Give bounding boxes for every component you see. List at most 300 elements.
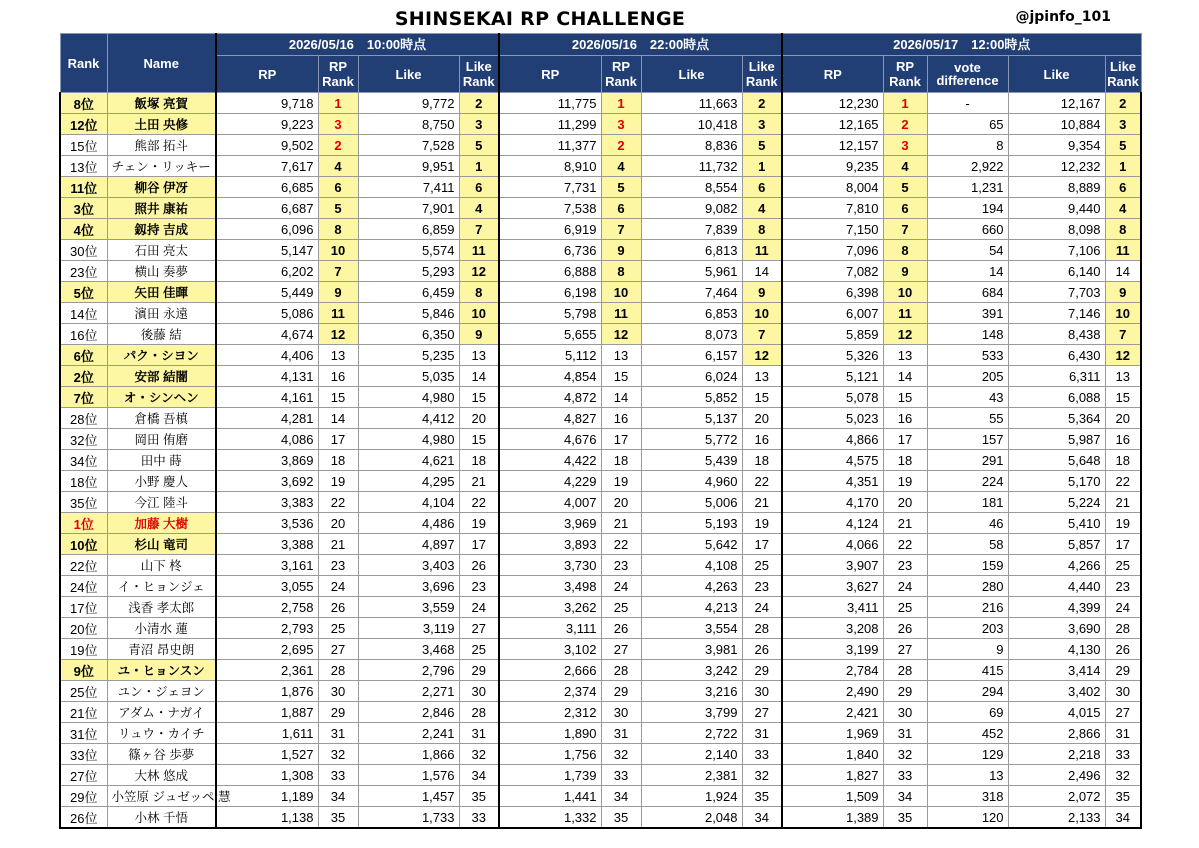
rp-rank-cell: 4 bbox=[601, 156, 641, 177]
rp-rank-cell: 22 bbox=[318, 492, 358, 513]
like-rank-cell: 21 bbox=[459, 471, 499, 492]
rp-cell: 2,695 bbox=[216, 639, 318, 660]
rp-cell: 6,888 bbox=[499, 261, 601, 282]
trainee-name-cell: 山下 柊 bbox=[107, 555, 216, 576]
like-rank-cell: 20 bbox=[459, 408, 499, 429]
rp-rank-cell: 14 bbox=[883, 366, 927, 387]
final-rank-cell: 13位 bbox=[60, 156, 107, 177]
vote-difference-cell: 14 bbox=[927, 261, 1008, 282]
like-rank-cell: 9 bbox=[1105, 282, 1141, 303]
trainee-name-cell: 青沼 昂史朗 bbox=[107, 639, 216, 660]
rp-cell: 1,308 bbox=[216, 765, 318, 786]
trainee-name-cell: リュウ・カイチ bbox=[107, 723, 216, 744]
like-rank-cell: 28 bbox=[742, 618, 782, 639]
header-rp: RP bbox=[782, 56, 883, 93]
rp-rank-cell: 15 bbox=[883, 387, 927, 408]
final-rank-cell: 8位 bbox=[60, 93, 107, 114]
vote-difference-cell: 46 bbox=[927, 513, 1008, 534]
rp-cell: 3,411 bbox=[782, 597, 883, 618]
rp-rank-cell: 25 bbox=[883, 597, 927, 618]
like-cell: 3,799 bbox=[641, 702, 742, 723]
like-rank-cell: 26 bbox=[1105, 639, 1141, 660]
table-row bbox=[60, 744, 1141, 765]
trainee-name-cell: 小清水 蓮 bbox=[107, 618, 216, 639]
final-rank-cell: 34位 bbox=[60, 450, 107, 471]
header-like: Like bbox=[1008, 56, 1105, 93]
like-cell: 5,772 bbox=[641, 429, 742, 450]
rp-rank-cell: 13 bbox=[883, 345, 927, 366]
rp-cell: 2,361 bbox=[216, 660, 318, 681]
like-rank-cell: 29 bbox=[742, 660, 782, 681]
rp-rank-cell: 29 bbox=[318, 702, 358, 723]
header-like-rank: Like Rank bbox=[1105, 56, 1141, 93]
like-rank-cell: 8 bbox=[459, 282, 499, 303]
table-row bbox=[60, 93, 1141, 114]
rp-rank-cell: 18 bbox=[601, 450, 641, 471]
like-cell: 1,866 bbox=[358, 744, 459, 765]
like-rank-cell: 32 bbox=[742, 765, 782, 786]
rp-cell: 3,383 bbox=[216, 492, 318, 513]
rp-rank-cell: 32 bbox=[883, 744, 927, 765]
like-rank-cell: 23 bbox=[742, 576, 782, 597]
table-row bbox=[60, 702, 1141, 723]
final-rank-cell: 11位 bbox=[60, 177, 107, 198]
rp-rank-cell: 2 bbox=[318, 135, 358, 156]
rp-cell: 1,611 bbox=[216, 723, 318, 744]
rp-cell: 2,758 bbox=[216, 597, 318, 618]
final-rank-cell: 25位 bbox=[60, 681, 107, 702]
like-rank-cell: 4 bbox=[742, 198, 782, 219]
rp-cell: 3,055 bbox=[216, 576, 318, 597]
like-cell: 5,293 bbox=[358, 261, 459, 282]
like-rank-cell: 22 bbox=[459, 492, 499, 513]
rp-cell: 3,969 bbox=[499, 513, 601, 534]
like-rank-cell: 32 bbox=[1105, 765, 1141, 786]
table-row bbox=[60, 786, 1141, 807]
like-cell: 5,852 bbox=[641, 387, 742, 408]
vote-difference-cell: 54 bbox=[927, 240, 1008, 261]
rp-cell: 12,157 bbox=[782, 135, 883, 156]
rp-cell: 5,859 bbox=[782, 324, 883, 345]
like-rank-cell: 1 bbox=[1105, 156, 1141, 177]
rp-rank-cell: 12 bbox=[883, 324, 927, 345]
rp-rank-cell: 27 bbox=[601, 639, 641, 660]
rp-rank-cell: 19 bbox=[601, 471, 641, 492]
like-cell: 4,213 bbox=[641, 597, 742, 618]
trainee-name-cell: 今江 陸斗 bbox=[107, 492, 216, 513]
rp-rank-cell: 9 bbox=[601, 240, 641, 261]
like-cell: 3,696 bbox=[358, 576, 459, 597]
rp-cell: 7,082 bbox=[782, 261, 883, 282]
rp-cell: 5,798 bbox=[499, 303, 601, 324]
like-rank-cell: 5 bbox=[1105, 135, 1141, 156]
rp-cell: 6,687 bbox=[216, 198, 318, 219]
like-rank-cell: 6 bbox=[742, 177, 782, 198]
like-cell: 5,035 bbox=[358, 366, 459, 387]
like-rank-cell: 14 bbox=[1105, 261, 1141, 282]
rp-cell: 4,161 bbox=[216, 387, 318, 408]
like-rank-cell: 3 bbox=[742, 114, 782, 135]
like-rank-cell: 35 bbox=[459, 786, 499, 807]
rp-rank-cell: 35 bbox=[318, 807, 358, 829]
vote-difference-cell: 452 bbox=[927, 723, 1008, 744]
like-rank-cell: 32 bbox=[459, 744, 499, 765]
trainee-name-cell: 釼持 吉成 bbox=[107, 219, 216, 240]
rp-cell: 1,969 bbox=[782, 723, 883, 744]
rp-rank-cell: 19 bbox=[883, 471, 927, 492]
like-cell: 7,901 bbox=[358, 198, 459, 219]
like-cell: 3,403 bbox=[358, 555, 459, 576]
like-cell: 11,663 bbox=[641, 93, 742, 114]
rp-cell: 6,007 bbox=[782, 303, 883, 324]
like-cell: 9,951 bbox=[358, 156, 459, 177]
like-rank-cell: 29 bbox=[459, 660, 499, 681]
like-cell: 3,981 bbox=[641, 639, 742, 660]
rp-cell: 1,876 bbox=[216, 681, 318, 702]
rp-rank-cell: 6 bbox=[601, 198, 641, 219]
like-cell: 3,119 bbox=[358, 618, 459, 639]
rp-rank-cell: 35 bbox=[601, 807, 641, 829]
rp-rank-cell: 16 bbox=[883, 408, 927, 429]
vote-difference-cell: 43 bbox=[927, 387, 1008, 408]
like-cell: 4,015 bbox=[1008, 702, 1105, 723]
like-cell: 6,157 bbox=[641, 345, 742, 366]
like-cell: 4,130 bbox=[1008, 639, 1105, 660]
vote-difference-cell: 533 bbox=[927, 345, 1008, 366]
like-cell: 5,439 bbox=[641, 450, 742, 471]
trainee-name-cell: イ・ヒョンジェ bbox=[107, 576, 216, 597]
rp-rank-cell: 24 bbox=[883, 576, 927, 597]
like-cell: 9,354 bbox=[1008, 135, 1105, 156]
final-rank-cell: 9位 bbox=[60, 660, 107, 681]
rp-rank-cell: 17 bbox=[318, 429, 358, 450]
header-like-rank: Like Rank bbox=[742, 56, 782, 93]
table-row bbox=[60, 135, 1141, 156]
like-cell: 1,457 bbox=[358, 786, 459, 807]
rp-cell: 4,406 bbox=[216, 345, 318, 366]
rp-rank-cell: 7 bbox=[318, 261, 358, 282]
rp-cell: 1,509 bbox=[782, 786, 883, 807]
table-row bbox=[60, 177, 1141, 198]
rp-cell: 1,189 bbox=[216, 786, 318, 807]
like-cell: 7,146 bbox=[1008, 303, 1105, 324]
like-rank-cell: 20 bbox=[1105, 408, 1141, 429]
rp-cell: 6,685 bbox=[216, 177, 318, 198]
like-cell: 4,440 bbox=[1008, 576, 1105, 597]
rp-rank-cell: 18 bbox=[883, 450, 927, 471]
ranking-table-body bbox=[60, 93, 1141, 829]
rp-rank-cell: 28 bbox=[601, 660, 641, 681]
rp-rank-cell: 11 bbox=[883, 303, 927, 324]
rp-rank-cell: 33 bbox=[601, 765, 641, 786]
like-rank-cell: 25 bbox=[742, 555, 782, 576]
table-row bbox=[60, 324, 1141, 345]
rp-cell: 7,810 bbox=[782, 198, 883, 219]
table-row bbox=[60, 513, 1141, 534]
rp-cell: 1,887 bbox=[216, 702, 318, 723]
rp-rank-cell: 8 bbox=[601, 261, 641, 282]
rp-rank-cell: 1 bbox=[601, 93, 641, 114]
final-rank-cell: 18位 bbox=[60, 471, 107, 492]
vote-difference-cell: 1,231 bbox=[927, 177, 1008, 198]
rp-cell: 4,124 bbox=[782, 513, 883, 534]
like-cell: 4,263 bbox=[641, 576, 742, 597]
rp-rank-cell: 15 bbox=[318, 387, 358, 408]
like-cell: 6,311 bbox=[1008, 366, 1105, 387]
like-rank-cell: 34 bbox=[1105, 807, 1141, 829]
vote-difference-cell: 9 bbox=[927, 639, 1008, 660]
table-row bbox=[60, 114, 1141, 135]
like-cell: 2,722 bbox=[641, 723, 742, 744]
table-row bbox=[60, 576, 1141, 597]
like-rank-cell: 15 bbox=[459, 429, 499, 450]
rp-rank-cell: 30 bbox=[883, 702, 927, 723]
like-cell: 8,889 bbox=[1008, 177, 1105, 198]
like-rank-cell: 24 bbox=[459, 597, 499, 618]
rp-rank-cell: 30 bbox=[601, 702, 641, 723]
like-rank-cell: 15 bbox=[742, 387, 782, 408]
trainee-name-cell: 田中 蒔 bbox=[107, 450, 216, 471]
like-cell: 5,574 bbox=[358, 240, 459, 261]
rp-rank-cell: 3 bbox=[318, 114, 358, 135]
vote-difference-cell: 684 bbox=[927, 282, 1008, 303]
rp-cell: 4,827 bbox=[499, 408, 601, 429]
rp-cell: 3,627 bbox=[782, 576, 883, 597]
trainee-name-cell: パク・シヨン bbox=[107, 345, 216, 366]
like-rank-cell: 22 bbox=[1105, 471, 1141, 492]
like-rank-cell: 18 bbox=[1105, 450, 1141, 471]
final-rank-cell: 23位 bbox=[60, 261, 107, 282]
like-rank-cell: 7 bbox=[742, 324, 782, 345]
final-rank-cell: 29位 bbox=[60, 786, 107, 807]
rp-rank-cell: 3 bbox=[883, 135, 927, 156]
rp-cell: 7,150 bbox=[782, 219, 883, 240]
table-row bbox=[60, 639, 1141, 660]
rp-rank-cell: 12 bbox=[318, 324, 358, 345]
like-cell: 3,554 bbox=[641, 618, 742, 639]
rp-cell: 2,312 bbox=[499, 702, 601, 723]
like-rank-cell: 1 bbox=[742, 156, 782, 177]
rp-rank-cell: 27 bbox=[318, 639, 358, 660]
like-cell: 9,082 bbox=[641, 198, 742, 219]
like-cell: 9,440 bbox=[1008, 198, 1105, 219]
rp-rank-cell: 20 bbox=[318, 513, 358, 534]
rp-rank-cell: 21 bbox=[601, 513, 641, 534]
header-like: Like bbox=[358, 56, 459, 93]
final-rank-cell: 35位 bbox=[60, 492, 107, 513]
like-cell: 8,554 bbox=[641, 177, 742, 198]
like-rank-cell: 2 bbox=[1105, 93, 1141, 114]
like-cell: 5,224 bbox=[1008, 492, 1105, 513]
rp-rank-cell: 12 bbox=[601, 324, 641, 345]
rp-rank-cell: 24 bbox=[601, 576, 641, 597]
rp-rank-cell: 14 bbox=[318, 408, 358, 429]
rp-cell: 9,223 bbox=[216, 114, 318, 135]
rp-rank-cell: 9 bbox=[318, 282, 358, 303]
like-cell: 4,960 bbox=[641, 471, 742, 492]
header-rank: Rank bbox=[60, 34, 107, 93]
vote-difference-cell: 159 bbox=[927, 555, 1008, 576]
final-rank-cell: 31位 bbox=[60, 723, 107, 744]
like-cell: 6,813 bbox=[641, 240, 742, 261]
like-cell: 3,216 bbox=[641, 681, 742, 702]
like-rank-cell: 31 bbox=[459, 723, 499, 744]
rp-cell: 3,388 bbox=[216, 534, 318, 555]
vote-difference-cell: 55 bbox=[927, 408, 1008, 429]
like-rank-cell: 26 bbox=[742, 639, 782, 660]
like-cell: 5,410 bbox=[1008, 513, 1105, 534]
rp-cell: 4,170 bbox=[782, 492, 883, 513]
rp-rank-cell: 28 bbox=[318, 660, 358, 681]
table-row bbox=[60, 240, 1141, 261]
like-cell: 6,350 bbox=[358, 324, 459, 345]
trainee-name-cell: 柳谷 伊冴 bbox=[107, 177, 216, 198]
rp-cell: 5,326 bbox=[782, 345, 883, 366]
vote-difference-cell: 291 bbox=[927, 450, 1008, 471]
rp-rank-cell: 21 bbox=[883, 513, 927, 534]
rp-cell: 2,374 bbox=[499, 681, 601, 702]
rp-cell: 5,449 bbox=[216, 282, 318, 303]
like-cell: 5,235 bbox=[358, 345, 459, 366]
rp-cell: 4,281 bbox=[216, 408, 318, 429]
rp-rank-cell: 10 bbox=[883, 282, 927, 303]
rp-cell: 11,377 bbox=[499, 135, 601, 156]
rp-cell: 5,112 bbox=[499, 345, 601, 366]
rp-cell: 1,827 bbox=[782, 765, 883, 786]
rp-rank-cell: 31 bbox=[318, 723, 358, 744]
like-rank-cell: 34 bbox=[459, 765, 499, 786]
like-cell: 1,924 bbox=[641, 786, 742, 807]
like-rank-cell: 4 bbox=[1105, 198, 1141, 219]
rp-cell: 3,111 bbox=[499, 618, 601, 639]
trainee-name-cell: 小野 慶人 bbox=[107, 471, 216, 492]
trainee-name-cell: チェン・リッキー bbox=[107, 156, 216, 177]
like-rank-cell: 25 bbox=[1105, 555, 1141, 576]
like-rank-cell: 10 bbox=[742, 303, 782, 324]
rp-cell: 4,866 bbox=[782, 429, 883, 450]
table-row bbox=[60, 387, 1141, 408]
like-cell: 3,690 bbox=[1008, 618, 1105, 639]
rp-rank-cell: 32 bbox=[318, 744, 358, 765]
rp-rank-cell: 8 bbox=[318, 219, 358, 240]
like-rank-cell: 21 bbox=[742, 492, 782, 513]
header-rp-rank: RP Rank bbox=[601, 56, 641, 93]
like-rank-cell: 24 bbox=[742, 597, 782, 618]
rp-cell: 3,208 bbox=[782, 618, 883, 639]
rp-rank-cell: 1 bbox=[883, 93, 927, 114]
like-rank-cell: 26 bbox=[459, 555, 499, 576]
rp-cell: 2,666 bbox=[499, 660, 601, 681]
rp-cell: 4,229 bbox=[499, 471, 601, 492]
trainee-name-cell: オ・シンヘン bbox=[107, 387, 216, 408]
rp-cell: 11,775 bbox=[499, 93, 601, 114]
like-cell: 2,866 bbox=[1008, 723, 1105, 744]
rp-rank-cell: 2 bbox=[601, 135, 641, 156]
table-row bbox=[60, 555, 1141, 576]
rp-rank-cell: 25 bbox=[601, 597, 641, 618]
like-cell: 5,987 bbox=[1008, 429, 1105, 450]
rp-rank-cell: 16 bbox=[601, 408, 641, 429]
rp-rank-cell: 23 bbox=[601, 555, 641, 576]
like-rank-cell: 10 bbox=[1105, 303, 1141, 324]
rp-cell: 4,086 bbox=[216, 429, 318, 450]
like-cell: 2,133 bbox=[1008, 807, 1105, 829]
rp-rank-cell: 14 bbox=[601, 387, 641, 408]
like-cell: 4,486 bbox=[358, 513, 459, 534]
rp-cell: 1,389 bbox=[782, 807, 883, 829]
like-cell: 7,411 bbox=[358, 177, 459, 198]
rp-rank-cell: 18 bbox=[318, 450, 358, 471]
like-rank-cell: 27 bbox=[459, 618, 499, 639]
final-rank-cell: 6位 bbox=[60, 345, 107, 366]
like-rank-cell: 12 bbox=[459, 261, 499, 282]
like-cell: 7,464 bbox=[641, 282, 742, 303]
rp-rank-cell: 34 bbox=[601, 786, 641, 807]
rp-rank-cell: 16 bbox=[318, 366, 358, 387]
vote-difference-cell: 58 bbox=[927, 534, 1008, 555]
like-rank-cell: 5 bbox=[459, 135, 499, 156]
rp-cell: 6,096 bbox=[216, 219, 318, 240]
table-row bbox=[60, 660, 1141, 681]
rp-rank-cell: 23 bbox=[883, 555, 927, 576]
table-row bbox=[60, 597, 1141, 618]
rp-cell: 4,422 bbox=[499, 450, 601, 471]
header-group-1: 2026/05/16 10:00時点 bbox=[216, 34, 499, 56]
like-rank-cell: 6 bbox=[1105, 177, 1141, 198]
trainee-name-cell: 加藤 大樹 bbox=[107, 513, 216, 534]
page-title: SHINSEKAI RP CHALLENGE bbox=[394, 8, 686, 30]
rp-rank-cell: 13 bbox=[601, 345, 641, 366]
rp-cell: 4,854 bbox=[499, 366, 601, 387]
rp-cell: 2,793 bbox=[216, 618, 318, 639]
rp-rank-cell: 6 bbox=[318, 177, 358, 198]
rp-rank-cell: 5 bbox=[601, 177, 641, 198]
ranking-table bbox=[59, 33, 1142, 829]
rp-cell: 4,066 bbox=[782, 534, 883, 555]
table-row bbox=[60, 261, 1141, 282]
rp-cell: 12,230 bbox=[782, 93, 883, 114]
vote-difference-cell: 8 bbox=[927, 135, 1008, 156]
like-rank-cell: 11 bbox=[1105, 240, 1141, 261]
rp-cell: 5,023 bbox=[782, 408, 883, 429]
like-cell: 3,414 bbox=[1008, 660, 1105, 681]
like-rank-cell: 17 bbox=[1105, 534, 1141, 555]
vote-difference-cell: 280 bbox=[927, 576, 1008, 597]
trainee-name-cell: 飯塚 亮賀 bbox=[107, 93, 216, 114]
like-cell: 8,836 bbox=[641, 135, 742, 156]
rp-rank-cell: 23 bbox=[318, 555, 358, 576]
like-cell: 5,648 bbox=[1008, 450, 1105, 471]
like-rank-cell: 1 bbox=[459, 156, 499, 177]
rp-rank-cell: 20 bbox=[601, 492, 641, 513]
trainee-name-cell: 倉橋 吾槙 bbox=[107, 408, 216, 429]
rp-cell: 5,655 bbox=[499, 324, 601, 345]
vote-difference-cell: 148 bbox=[927, 324, 1008, 345]
rp-cell: 6,919 bbox=[499, 219, 601, 240]
rp-cell: 2,784 bbox=[782, 660, 883, 681]
rp-cell: 6,398 bbox=[782, 282, 883, 303]
like-rank-cell: 33 bbox=[742, 744, 782, 765]
trainee-name-cell: 小笠原 ジュゼッペ 慧 bbox=[107, 786, 216, 807]
trainee-name-cell: 杉山 竜司 bbox=[107, 534, 216, 555]
rp-cell: 8,004 bbox=[782, 177, 883, 198]
final-rank-cell: 3位 bbox=[60, 198, 107, 219]
like-cell: 4,266 bbox=[1008, 555, 1105, 576]
rp-cell: 9,502 bbox=[216, 135, 318, 156]
like-cell: 2,846 bbox=[358, 702, 459, 723]
rp-rank-cell: 10 bbox=[601, 282, 641, 303]
rp-rank-cell: 35 bbox=[883, 807, 927, 829]
